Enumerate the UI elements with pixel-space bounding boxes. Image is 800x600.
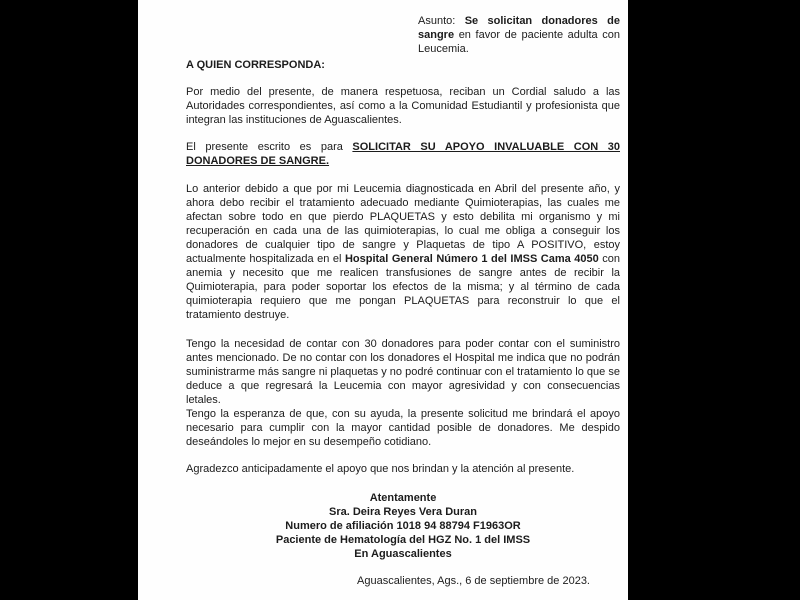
- request-prefix: El presente escrito es para: [186, 141, 353, 153]
- signature-name: Sra. Deira Reyes Vera Duran: [329, 506, 477, 518]
- signature-affiliation-number: Numero de afiliación 1018 94 88794 F1963OR: [285, 520, 521, 532]
- subject-prefix: Asunto:: [418, 15, 465, 27]
- subject-block: [418, 14, 620, 56]
- signature-location: En Aguascalientes: [354, 548, 452, 560]
- paragraph-donor-need: Tengo la necesidad de contar con 30 donadores para poder contar con el suministro antes mencionado. De no contar con los donadores el Hospital me indica que no podrán suministrarme más sangre ni plaquetas y no podré continuar con el tratamiento lo que se deduce a que regresará la Leucemia con mayor agresividad y con consecuencias letales.: [186, 338, 620, 406]
- signature-closing: Atentamente: [369, 492, 437, 504]
- paragraph-greeting: Por medio del presente, de manera respetuosa, reciban un Cordial saludo a las Autoridades correspondientes, así como a la Comunidad Estudiantil y profesionista que integran las instituciones de Aguascalientes.: [186, 86, 620, 126]
- paragraph-thanks: Agradezco anticipadamente el apoyo que nos brindan y la atención al presente.: [186, 463, 575, 475]
- document-page: [138, 0, 628, 600]
- signature-block: [186, 491, 620, 561]
- hospital-bold-text: Hospital General Número 1 del IMSS Cama 4050: [344, 253, 599, 265]
- medical-text-1: Lo anterior debido a que por mi Leucemia diagnosticada en Abril del presente año, y ahora debo recibir el tratamiento adecuado mediante Quimioterapias, las cuales me afectan sobre todo en que pierdo PLAQUETAS y esto debilita mi organismo y mi recuperación en cada una de las quimioterapias, lo cual me obliga a conseguir los donadores de cualquier tipo de sangre y Plaquetas de tipo A POSITIVO, estoy actualmente hospitalizada en el: [186, 183, 620, 265]
- paragraph-hope: Tengo la esperanza de que, con su ayuda, la presente solicitud me brindará el apoyo necesario para cumplir con la mayor cantidad posible de donadores. Me despido deseándoles lo mejor en su desempeño cotidiano.: [186, 408, 620, 448]
- subject-bold-text: Se solicitan donadores de sangre: [418, 15, 620, 41]
- signature-patient-info: Paciente de Hematología del HGZ No. 1 del IMSS: [275, 534, 531, 546]
- paragraph-medical-condition: [186, 182, 620, 322]
- subject-rest: en favor de paciente adulta con Leucemia.: [418, 29, 620, 55]
- dateline: Aguascalientes, Ags., 6 de septiembre de 2023.: [357, 575, 590, 587]
- salutation: A QUIEN CORRESPONDA:: [186, 59, 325, 71]
- request-emphasis: SOLICITAR SU APOYO INVALUABLE CON 30 DONADORES DE SANGRE.: [186, 141, 620, 167]
- medical-text-2: con anemia y necesito que me realicen transfusiones de sangre antes de recibir la Quimioterapia, para poder soportar los efectos de la misma; y al término de cada quimioterapia requiero que me pongan PLAQUETAS para reconstruir lo que el tratamiento destruye.: [186, 253, 620, 321]
- paragraph-request: [186, 140, 620, 168]
